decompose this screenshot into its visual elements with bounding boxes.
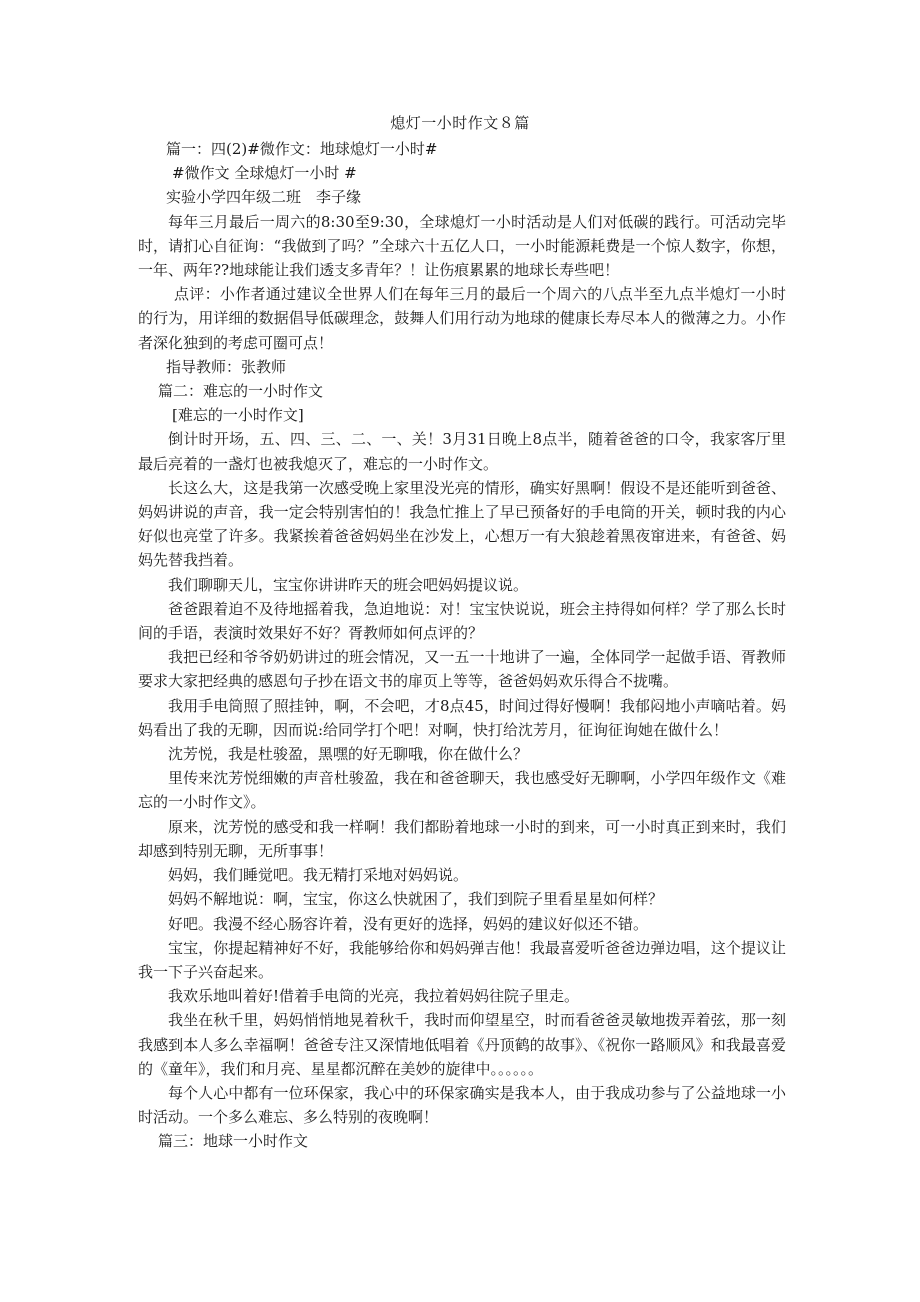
paragraph: 篇三：地球一小时作文 [158,1132,309,1151]
paragraph: 我把已经和爷爷奶奶讲过的班会情况，又一五一十地讲了一遍，全体同学一起做手语、胥教师要求大家把经典的感恩句子抄在语文书的扉页上等等，爸爸妈妈欢乐得合不拢嘴。 [138,648,786,691]
paragraph: 指导教师：张教师 [166,357,287,376]
paragraph: 我欢乐地叫着好!借着手电筒的光亮，我拉着妈妈往院子里走。 [168,987,580,1006]
paragraph: 点评：小作者通过建议全世界人们在每年三月的最后一个周六的八点半至九点半熄灯一小时的行为，用详细的数据倡导低碳理念，鼓舞人们用行动为地球的健康长寿尽本人的微薄之力。小作者深化独到的考虑可圈可点！ [138,285,786,352]
paragraph: 宝宝，你提起精神好不好，我能够给你和妈妈弹吉他！我最喜爱听爸爸边弹边唱，这个提议让我一下子兴奋起来。 [138,938,786,981]
paragraph: 妈妈不解地说：啊，宝宝，你这么快就困了，我们到院子里看星星如何样？ [168,890,664,909]
paragraph: 好吧。我漫不经心肠容许着，没有更好的选择，妈妈的建议好似还不错。 [168,914,649,933]
paragraph: 每个人心中都有一位环保家，我心中的环保家确实是我本人，由于我成功参与了公益地球一小时活动。一个多么难忘、多么特别的夜晚啊！ [138,1083,786,1127]
paragraph: 实验小学四年级二班 李子缘 [166,188,362,207]
paragraph: 我们聊聊天儿，宝宝你讲讲昨天的班会吧妈妈提议说。 [168,575,529,594]
paragraph: 沈芳悦，我是杜骏盈，黑嘿的好无聊哦，你在做什么？ [168,745,529,764]
paragraph: 篇一：四(2)#微作文：地球熄灯一小时# [166,140,438,158]
paragraph: 原来，沈芳悦的感受和我一样啊！我们都盼着地球一小时的到来，可一小时真正到来时，我们却感到特别无聊，无所事事！ [138,817,786,860]
paragraph: 长这么大，这是我第一次感受晚上家里没光亮的情形，确实好黑啊！假设不是还能听到爸爸、妈妈讲说的声音，我一定会特别害怕的！我急忙推上了早已预备好的手电筒的开关，顿时我的内心好似也亮堂了许多。我紧挨着爸爸妈妈坐在沙发上，心想万一有大狼趁着黑夜窜进来，有爸爸、妈妈先替我挡着。 [138,478,786,570]
paragraph: 倒计时开场，五、四、三、二、一、关！3月31日晚上8点半，随着爸爸的口令，我家客厅里最后亮着的一盏灯也被我熄灭了，难忘的一小时作文。 [138,430,786,473]
paragraph: 爸爸跟着迫不及待地摇着我，急迫地说：对！宝宝快说说，班会主持得如何样？学了那么长时间的手语，表演时效果好不好？胥教师如何点评的？ [138,599,786,643]
document-title: 熄灯一小时作文８篇 [390,114,530,132]
paragraph: 妈妈，我们睡觉吧。我无精打采地对妈妈说。 [168,866,469,885]
paragraph: #微作文 全球熄灯一小时 # [172,164,357,183]
paragraph: 我用手电筒照了照挂钟，啊，不会吧，才8点45，时间过得好慢啊！我郁闷地小声嘀咕着。妈妈看出了我的无聊，因而说:给同学打个吧！对啊，快打给沈芳月，征询征询她在做什么！ [138,696,786,739]
paragraph: 我坐在秋千里，妈妈悄悄地晃着秋千，我时而仰望星空，时而看爸爸灵敏地拨弄着弦，那一刻我感到本人多么幸福啊！爸爸专注又深情地低唱着《丹顶鹤的故事》、《祝你一路顺风》和我最喜爱的《童年》，我们和月亮、星星都沉醉在美妙的旋律中。。。。。。 [138,1011,786,1078]
paragraph: 篇二：难忘的一小时作文 [158,382,324,401]
document-body [138,137,786,1154]
paragraph: [难忘的一小时作文] [172,406,304,425]
paragraph: 里传来沈芳悦细嫩的声音杜骏盈，我在和爸爸聊天，我也感受好无聊啊，小学四年级作文《难忘的一小时作文》。 [138,769,786,812]
paragraph: 每年三月最后一周六的8:30至9:30，全球熄灯一小时活动是人们对低碳的践行。可活动完毕时，请扪心自征询：“我做到了吗？”全球六十五亿人口，一小时能源耗费是一个惊人数字，你想，一年、两年??地球能让我们透支多青年？！让伤痕累累的地球长寿些吧！ [138,212,786,280]
